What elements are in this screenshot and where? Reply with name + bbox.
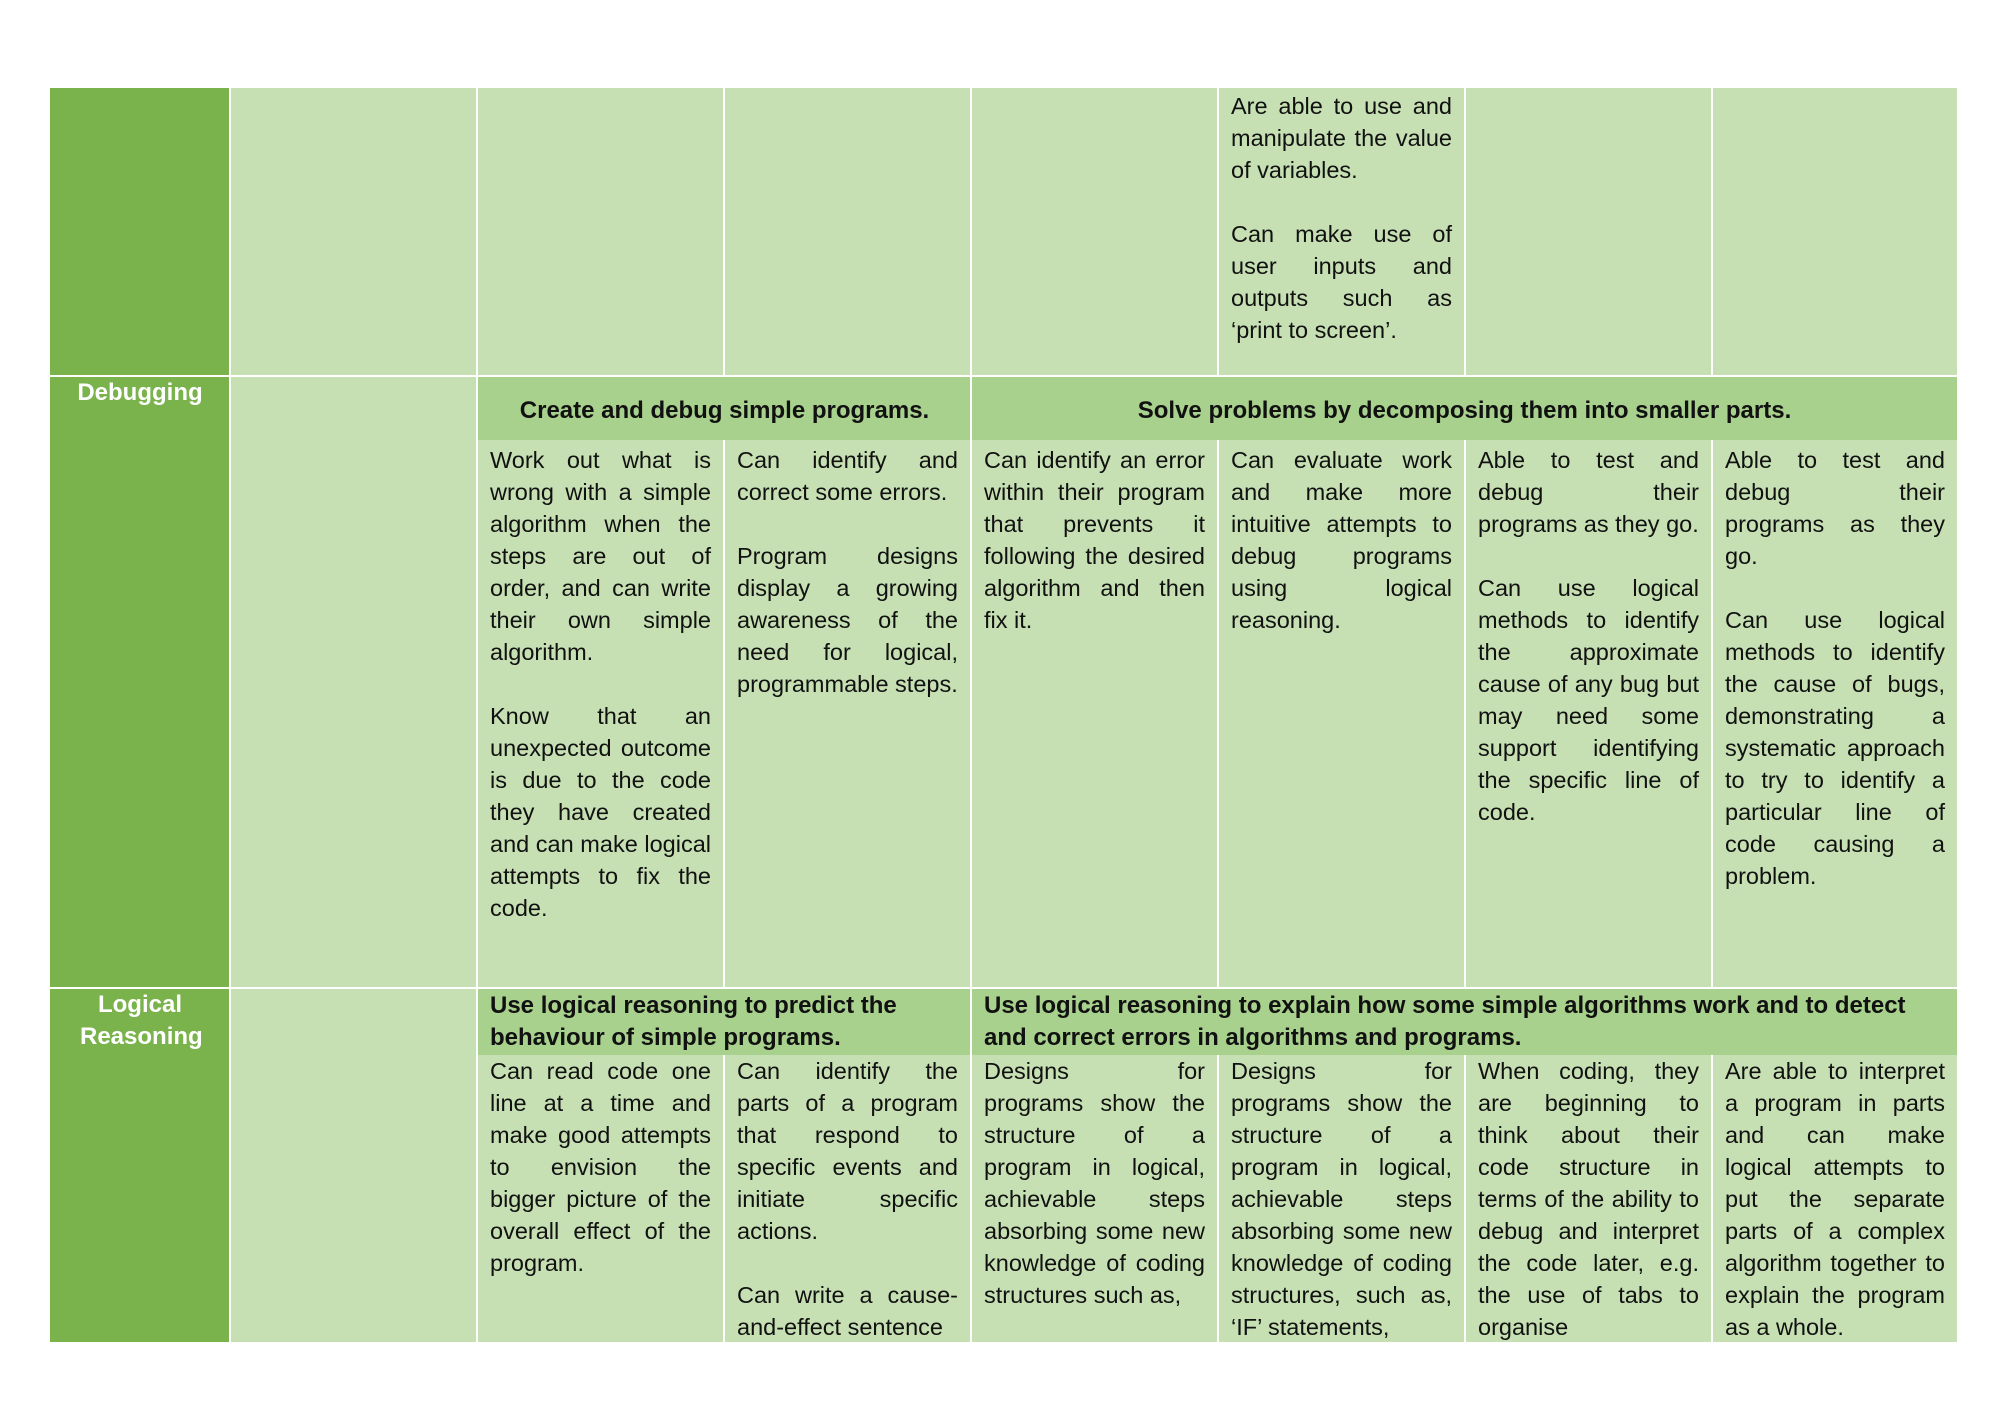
cell-paragraph: Can make use of user inputs and outputs such as ‘print to screen’. bbox=[1231, 221, 1452, 343]
cell-paragraph: Can identify and correct some errors. bbox=[737, 447, 958, 505]
cell-paragraph: Program designs display a growing awareness of the need for logical, programmable steps. bbox=[737, 543, 958, 697]
cell-paragraph: Designs for programs show the structure of a program in logical, achievable steps absorbing some new knowledge of coding structures such as, bbox=[984, 1058, 1205, 1308]
logical-reasoning-cell bbox=[725, 1055, 970, 1342]
cell-paragraph: Work out what is wrong with a simple algorithm when the steps are out of order, and can write their own simple algorithm. bbox=[490, 447, 711, 665]
cell-paragraph: Designs for programs show the structure of a program in logical, achievable steps absorbing some new knowledge of coding structures, such as, ‘IF’ statements, bbox=[1231, 1058, 1452, 1340]
objective-text: Solve problems by decomposing them into smaller parts. bbox=[1137, 397, 1792, 424]
logical-reasoning-cell bbox=[478, 1055, 723, 1342]
debugging-cell bbox=[1219, 440, 1464, 636]
cell-paragraph: Able to test and debug their programs as they go. bbox=[1478, 447, 1699, 537]
debugging-cell bbox=[725, 440, 970, 700]
cell-paragraph: Able to test and debug their programs as they go. bbox=[1725, 447, 1945, 569]
debugging-objective-right bbox=[972, 377, 1957, 440]
row-label-text: Logical Reasoning bbox=[80, 991, 203, 1050]
cell-paragraph: When coding, they are beginning to think about their code structure in terms of the ability to debug and interpret the code later, e.g. the use of tabs to organise bbox=[1478, 1058, 1699, 1340]
debugging-cell bbox=[1713, 440, 1957, 892]
cell-paragraph: Can identify an error within their program that prevents it following the desired algorithm and then fix it. bbox=[984, 447, 1205, 633]
cell-paragraph: Can read code one line at a time and make good attempts to envision the bigger picture of the overall effect of the program. bbox=[490, 1058, 711, 1276]
debugging-objective-left bbox=[478, 377, 971, 440]
objective-text: Create and debug simple programs. bbox=[519, 397, 930, 424]
row-label-column bbox=[50, 88, 230, 1342]
debugging-cell bbox=[1466, 440, 1711, 828]
cell-paragraph: Can use logical methods to identify the approximate cause of any bug but may need some support identifying the specific line of code. bbox=[1478, 575, 1699, 825]
cell-paragraph: Know that an unexpected outcome is due to the code they have created and can make logical attempts to fix the code. bbox=[490, 703, 711, 921]
cell-paragraph: Can identify the parts of a program that respond to specific events and initiate specific actions. bbox=[737, 1058, 958, 1244]
cell-paragraph: Are able to interpret a program in parts and can make logical attempts to put the separate parts of a complex algorithm together to explain the program as a whole. bbox=[1725, 1058, 1945, 1340]
logical-reasoning-objective-left bbox=[478, 989, 971, 1055]
logical-reasoning-objective-right bbox=[972, 989, 1957, 1055]
cell-paragraph: Are able to use and manipulate the value of variables. bbox=[1231, 93, 1452, 183]
variables-cell bbox=[1219, 88, 1464, 346]
column-divider bbox=[1464, 88, 1466, 377]
logical-reasoning-cell bbox=[1219, 1055, 1464, 1342]
logical-reasoning-cell bbox=[1466, 1055, 1711, 1342]
column-divider bbox=[723, 88, 725, 377]
logical-reasoning-row-label bbox=[50, 989, 230, 1053]
logical-reasoning-cell bbox=[972, 1055, 1217, 1342]
row-label-text: Debugging bbox=[77, 379, 203, 406]
debugging-cell bbox=[972, 440, 1217, 636]
debugging-row-label bbox=[50, 377, 230, 409]
cell-paragraph: Can evaluate work and make more intuitive attempts to debug programs using logical reasoning. bbox=[1231, 447, 1452, 633]
objective-text: Use logical reasoning to predict the behaviour of simple programs. bbox=[490, 992, 897, 1051]
logical-reasoning-cell bbox=[1713, 1055, 1957, 1342]
debugging-cell bbox=[478, 440, 723, 924]
column-divider bbox=[1711, 88, 1713, 377]
objective-text: Use logical reasoning to explain how some simple algorithms work and to detect and correct errors in algorithms and programs. bbox=[984, 992, 1906, 1051]
cell-paragraph: Can use logical methods to identify the cause of bugs, demonstrating a systematic approach to try to identify a particular line of code causing a problem. bbox=[1725, 607, 1945, 889]
cell-paragraph: Can write a cause-and-effect sentence bbox=[737, 1282, 958, 1340]
column-divider bbox=[229, 88, 231, 1342]
